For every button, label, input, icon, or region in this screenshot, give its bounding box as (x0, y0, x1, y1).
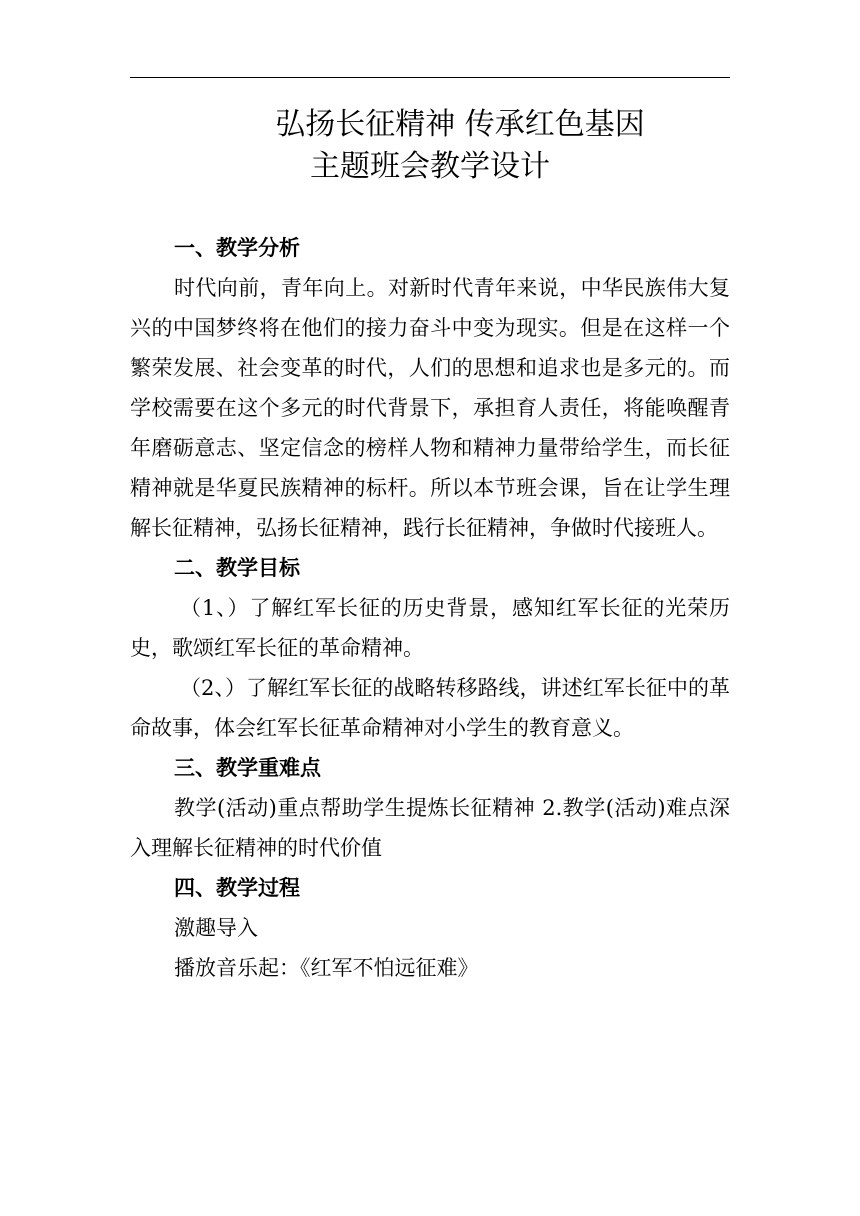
process-line-intro: 激趣导入 (174, 916, 258, 940)
key-points-paragraph: 教学(活动)重点帮助学生提炼长征精神 2.教学(活动)难点深入理解长征精神的时代价值 (130, 796, 730, 860)
section-heading-objectives: 二、教学目标 (174, 556, 300, 580)
document-title-line-1: 弘扬长征精神 传承红色基因 (275, 107, 645, 142)
header-rule (130, 77, 730, 78)
process-line-music: 播放音乐起：《红军不怕远征难》 (174, 956, 479, 980)
analysis-paragraph: 时代向前，青年向上。对新时代青年来说，中华民族伟大复兴的中国梦终将在他们的接力奋斗中变为现实。但是在这样一个繁荣发展、社会变革的时代，人们的思想和追求也是多元的。而学校需要在这个多元的时代背景下，承担育人责任，将能唤醒青年磨砺意志、坚定信念的榜样人物和精神力量带给学生，而长征精神就是华夏民族精神的标杆。所以本节班会课，旨在让学生理解长征精神，弘扬长征精神，践行长征精神，争做时代接班人。 (130, 276, 730, 540)
section-heading-process: 四、教学过程 (174, 876, 300, 900)
objective-item-1: （1、）了解红军长征的历史背景，感知红军长征的光荣历史，歌颂红军长征的革命精神。 (130, 596, 730, 660)
document-body (130, 228, 730, 988)
section-heading-analysis: 一、教学分析 (174, 236, 300, 260)
section-heading-key-points: 三、教学重难点 (174, 756, 321, 780)
document-title-line-2: 主题班会教学设计 (310, 149, 550, 184)
objective-item-2: （2、）了解红军长征的战略转移路线，讲述红军长征中的革命故事，体会红军长征革命精神对小学生的教育意义。 (130, 676, 730, 740)
